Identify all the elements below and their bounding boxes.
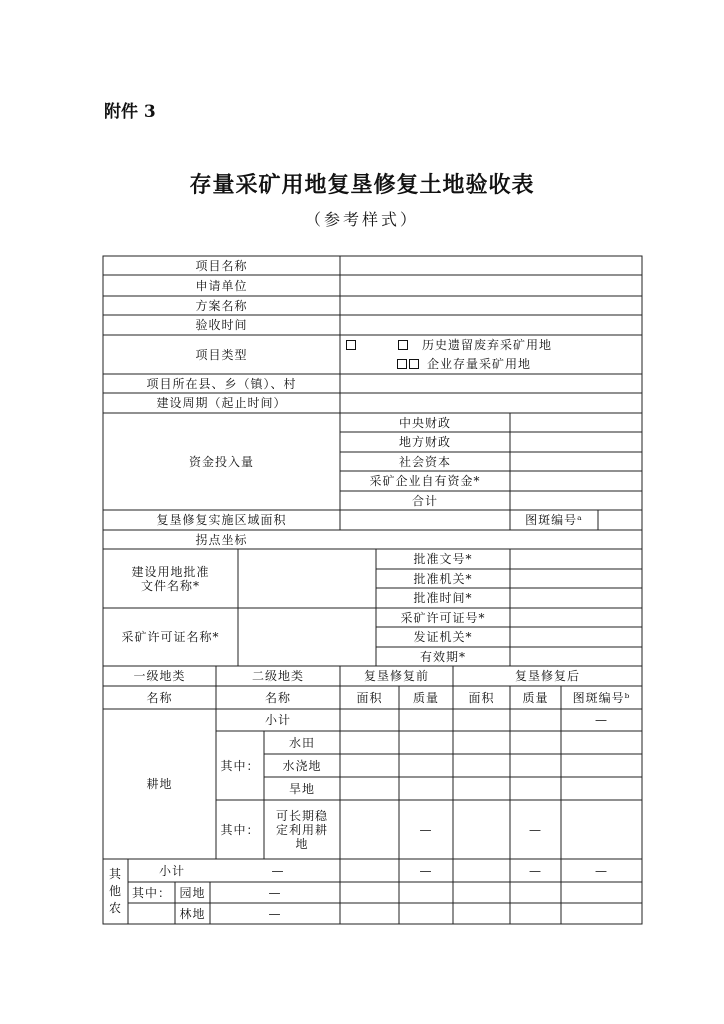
- stable-line-3: 地: [295, 836, 309, 851]
- dash-other-quality-before: —: [419, 863, 433, 878]
- label-acceptance-time: 验收时间: [195, 318, 248, 332]
- label-other-agri: [103, 859, 128, 924]
- other-line-1: 其: [108, 867, 122, 881]
- document-subtitle: （参考样式）: [304, 210, 419, 229]
- header-quality-after: 质量: [522, 690, 549, 705]
- label-applicant: 申请单位: [195, 278, 248, 293]
- header-name-1: 名称: [146, 690, 173, 705]
- label-approval-time: 批准时间*: [413, 591, 473, 605]
- attachment-label: 附件 3: [104, 102, 156, 122]
- document-title: 存量采矿用地复垦修复土地验收表: [189, 172, 535, 198]
- label-license-no: 采矿许可证号*: [400, 610, 486, 625]
- label-approval-doc: [103, 549, 238, 608]
- header-level1: 一级地类: [133, 669, 186, 683]
- label-valid-period: 有效期*: [419, 649, 466, 664]
- dash-garden: —: [268, 885, 282, 900]
- label-fund-enterprise: 采矿企业自有资金*: [369, 474, 481, 488]
- other-line-3: 农: [108, 901, 122, 915]
- label-area: 复垦修复实施区域面积: [156, 513, 287, 527]
- label-stable-cultivated: [264, 800, 340, 859]
- dash-other-quality-after: —: [529, 863, 542, 878]
- label-approval-org: 批准机关*: [413, 571, 473, 586]
- label-subtotal: 小计: [264, 713, 291, 727]
- header-area-after: 面积: [468, 690, 495, 705]
- label-project-name: 项目名称: [195, 258, 248, 273]
- label-location: 项目所在县、乡（镇）、村: [146, 376, 297, 391]
- label-fund-central: 中央财政: [398, 415, 451, 430]
- label-fund-total: 合计: [411, 493, 438, 508]
- approval-doc-line-1: 建设用地批准: [131, 564, 210, 579]
- label-project-type: 项目类型: [195, 347, 248, 362]
- label-irrigated: 水浇地: [282, 758, 322, 773]
- type-option-2-label: 企业存量采矿用地: [427, 357, 532, 371]
- label-corner-coords: 拐点坐标: [195, 532, 248, 547]
- dash-other-map: —: [595, 863, 608, 878]
- approval-doc-line-2: 文件名称*: [140, 578, 200, 593]
- type-option-1-label: 历史遗留废弃采矿用地: [422, 338, 553, 352]
- label-subtotal-2: 小计: [158, 863, 185, 878]
- label-license-org: 发证机关*: [413, 630, 473, 644]
- stable-line-1: 可长期稳: [275, 808, 328, 823]
- label-period: 建设周期（起止时间）: [156, 396, 287, 410]
- header-after: 复垦修复后: [514, 669, 580, 683]
- label-mining-license: 采矿许可证名称*: [121, 630, 220, 644]
- label-among-2: 其中：: [220, 822, 260, 837]
- other-line-2: 他: [108, 884, 122, 898]
- label-plan-name: 方案名称: [195, 298, 248, 313]
- checkbox-icon: [397, 359, 407, 369]
- header-area-before: 面积: [356, 690, 383, 705]
- checkbox-icon: [398, 340, 408, 350]
- label-among-3: 其中：: [131, 885, 171, 900]
- type-option-historic[interactable]: [346, 336, 636, 354]
- checkbox-icon: [346, 340, 356, 350]
- stable-line-2: 定利用耕: [275, 822, 328, 837]
- label-funding: 资金投入量: [188, 454, 254, 469]
- header-name-2: 名称: [264, 690, 291, 705]
- label-map-no-a: 图斑编号ᵃ: [525, 513, 583, 527]
- label-garden: 园地: [179, 885, 206, 900]
- label-fund-social: 社会资本: [398, 454, 451, 469]
- header-before: 复垦修复前: [363, 669, 429, 683]
- dash-forest: —: [268, 906, 282, 921]
- header-level2: 二级地类: [251, 669, 304, 683]
- label-approval-no: 批准文号*: [413, 552, 473, 566]
- label-cultivated: 耕地: [146, 777, 173, 791]
- dash-subtotal-map: —: [595, 713, 608, 727]
- label-paddy: 水田: [288, 735, 315, 750]
- label-forest: 林地: [179, 906, 206, 921]
- type-option-enterprise[interactable]: [397, 355, 637, 373]
- dash-other-level2: —: [271, 863, 285, 878]
- label-fund-local: 地方财政: [398, 435, 451, 449]
- header-map-no-b: 图斑编号ᵇ: [572, 690, 631, 705]
- checkbox-icon: [409, 359, 419, 369]
- label-among-1: 其中：: [220, 758, 260, 773]
- header-quality-before: 质量: [412, 690, 439, 705]
- dash-stable-quality-before: —: [419, 822, 433, 837]
- label-dry: 旱地: [288, 781, 315, 796]
- dash-stable-quality-after: —: [529, 822, 542, 837]
